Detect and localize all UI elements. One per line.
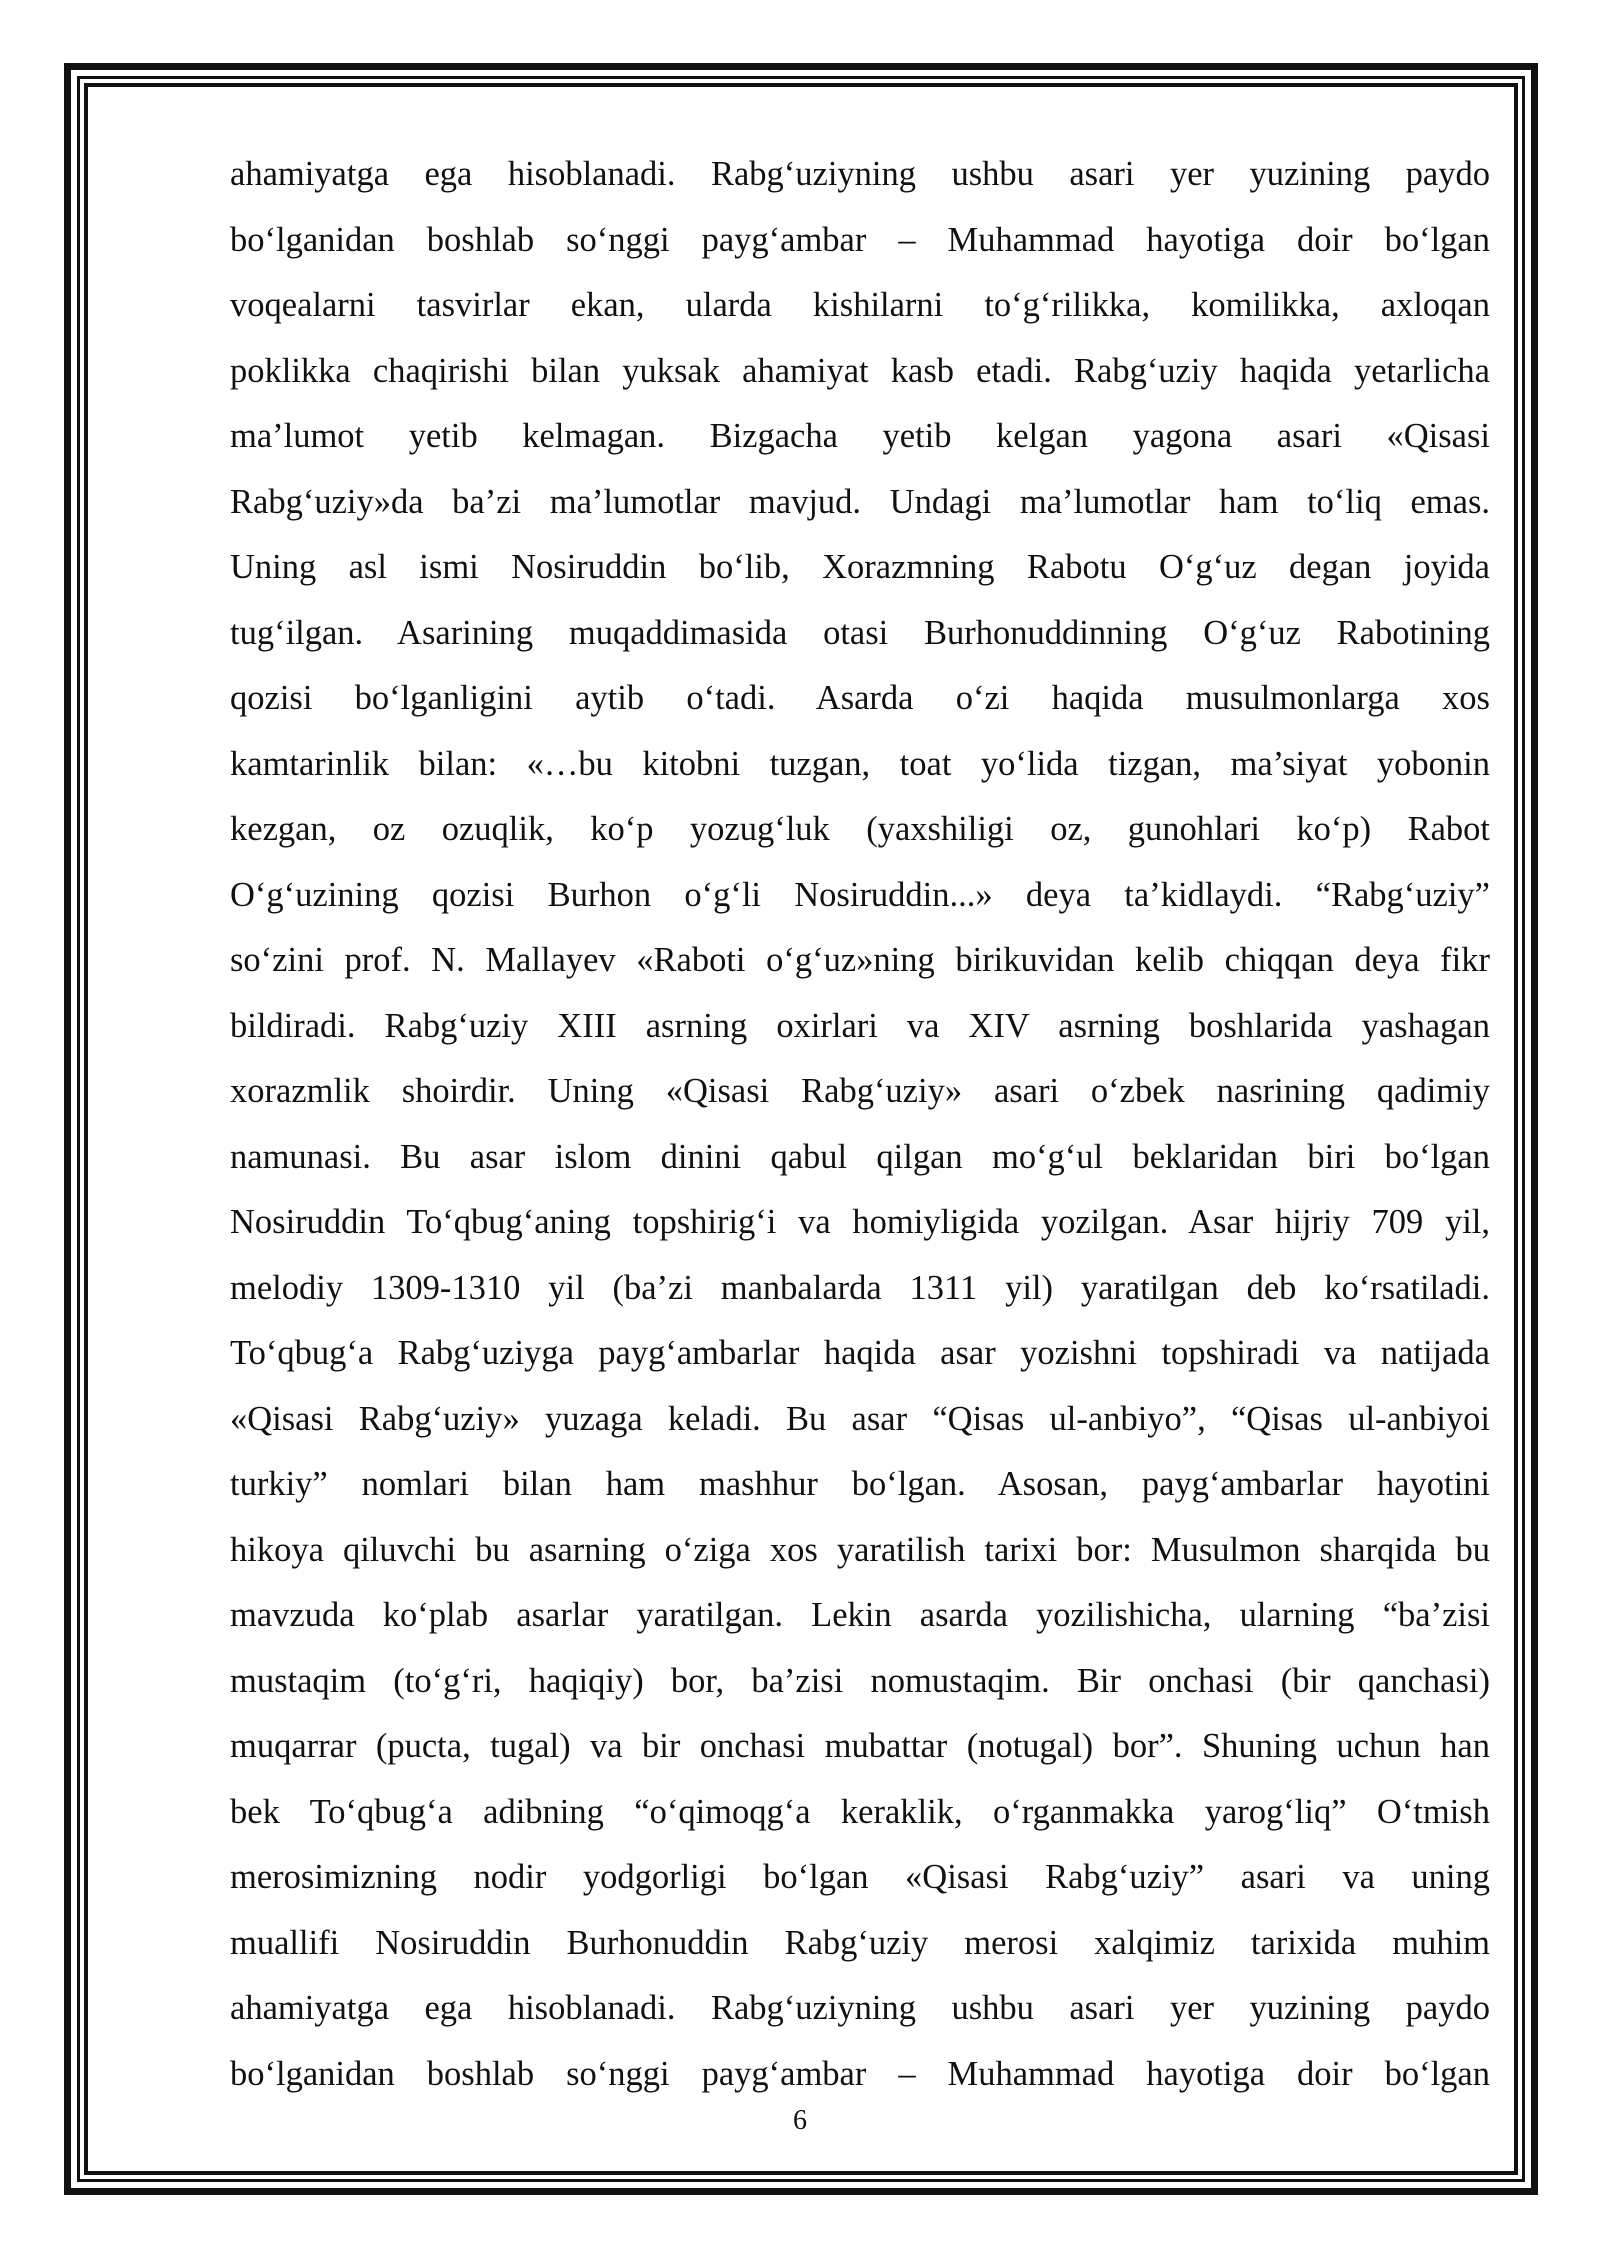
text-line: xorazmlik shoirdir. Uning «Qisasi Rabg‘uziy» asari o‘zbek nasrining qadimiy xyxy=(230,1072,1490,1110)
text-line: Nosiruddin To‘qbug‘aning topshirig‘i va homiyligida yozilgan. Asar hijriy 709 yil, xyxy=(230,1203,1490,1241)
text-line: turkiy” nomlari bilan ham mashhur bo‘lgan. Asosan, payg‘ambarlar hayotini xyxy=(230,1465,1490,1503)
text-line: voqealarni tasvirlar ekan, ularda kishilarni to‘g‘rilikka, komilikka, axloqan xyxy=(230,286,1490,324)
text-line: mavzuda ko‘plab asarlar yaratilgan. Lekin asarda yozilishicha, ularning “ba’zisi xyxy=(230,1596,1490,1634)
text-line: tug‘ilgan. Asarining muqaddimasida otasi Burhonuddinning O‘g‘uz Rabotining xyxy=(230,613,1490,652)
text-line: ahamiyatga ega hisoblanadi. Rabg‘uziyning ushbu asari yer yuzining paydo xyxy=(230,1989,1490,2027)
text-line: poklikka chaqirishi bilan yuksak ahamiyat kasb etadi. Rabg‘uziy haqida yetarlicha xyxy=(230,351,1490,390)
text-line: ahamiyatga ega hisoblanadi. Rabg‘uziyning ushbu asari yer yuzining paydo xyxy=(230,155,1490,193)
text-line: Rabg‘uziy»da ba’zi ma’lumotlar mavjud. Undagi ma’lumotlar ham to‘liq emas. xyxy=(230,482,1490,521)
text-line: «Qisasi Rabg‘uziy» yuzaga keladi. Bu asar “Qisas ul-anbiyo”, “Qisas ul-anbiyoi xyxy=(230,1399,1490,1438)
text-line: To‘qbug‘a Rabg‘uziyga payg‘ambarlar haqida asar yozishni topshiradi va natijada xyxy=(230,1334,1490,1372)
text-line: O‘g‘uzining qozisi Burhon o‘g‘li Nosiruddin...» deya ta’kidlaydi. “Rabg‘uziy” xyxy=(230,875,1490,914)
text-line: Uning asl ismi Nosiruddin bo‘lib, Xorazmning Rabotu O‘g‘uz degan joyida xyxy=(230,548,1490,586)
text-line: namunasi. Bu asar islom dinini qabul qilgan mo‘g‘ul beklaridan biri bo‘lgan xyxy=(230,1137,1490,1176)
text-line: muallifi Nosiruddin Burhonuddin Rabg‘uziy merosi xalqimiz tarixida muhim xyxy=(230,1923,1490,1962)
text-line: hikoya qiluvchi bu asarning o‘ziga xos yaratilish tarixi bor: Musulmon sharqida bu xyxy=(230,1530,1490,1569)
text-line: qozisi bo‘lganligini aytib o‘tadi. Asarda o‘zi haqida musulmonlarga xos xyxy=(230,679,1490,717)
text-line: ma’lumot yetib kelmagan. Bizgacha yetib kelgan yagona asari «Qisasi xyxy=(230,417,1490,455)
text-line: so‘zini prof. N. Mallayev «Raboti o‘g‘uz»ning birikuvidan kelib chiqqan deya fikr xyxy=(230,941,1490,979)
text-line: muqarrar (pucta, tugal) va bir onchasi mubattar (notugal) bor”. Shuning uchun han xyxy=(230,1727,1490,1765)
text-line: bildiradi. Rabg‘uziy XIII asrning oxirlari va XIV asrning boshlarida yashagan xyxy=(230,1006,1490,1045)
text-line: bo‘lganidan boshlab so‘nggi payg‘ambar – Muhammad hayotiga doir bo‘lgan xyxy=(230,220,1490,259)
text-line: melodiy 1309-1310 yil (ba’zi manbalarda 1311 yil) yaratilgan deb ko‘rsatiladi. xyxy=(230,1268,1490,1307)
text-line: bek To‘qbug‘a adibning “o‘qimoqg‘a keraklik, o‘rganmakka yarog‘liq” O‘tmish xyxy=(230,1792,1490,1831)
text-line: bo‘lganidan boshlab so‘nggi payg‘ambar – Muhammad hayotiga doir bo‘lgan xyxy=(230,2054,1490,2093)
text-line: mustaqim (to‘g‘ri, haqiqiy) bor, ba’zisi nomustaqim. Bir onchasi (bir qanchasi) xyxy=(230,1661,1490,1700)
text-line: merosimizning nodir yodgorligi bo‘lgan «Qisasi Rabg‘uziy” asari va uning xyxy=(230,1858,1490,1896)
body-text xyxy=(230,142,1490,2107)
text-line: kezgan, oz ozuqlik, ko‘p yozug‘luk (yaxshiligi oz, gunohlari ko‘p) Rabot xyxy=(230,810,1490,848)
text-line: kamtarinlik bilan: «…bu kitobni tuzgan, toat yo‘lida tizgan, ma’siyat yobonin xyxy=(230,744,1490,783)
page-number: 6 xyxy=(793,2105,807,2136)
